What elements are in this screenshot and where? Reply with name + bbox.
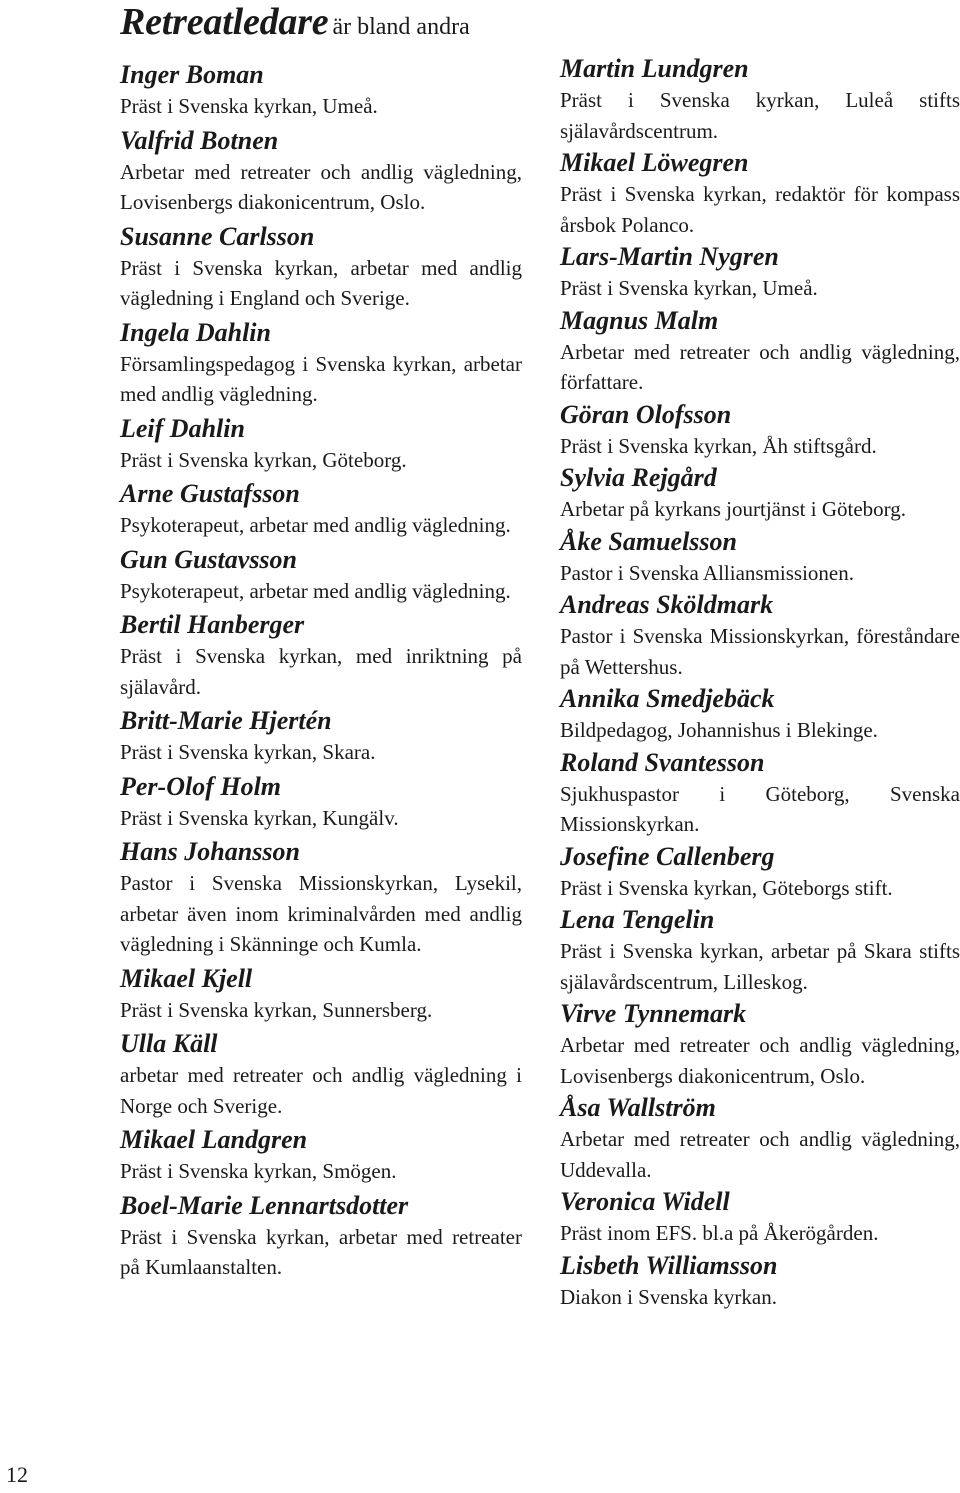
- person-name: Mikael Löwegren: [560, 148, 749, 177]
- list-item: [560, 903, 960, 997]
- page-heading: [120, 0, 470, 44]
- person-description: Präst i Svenska kyrkan, Sunnersberg.: [120, 997, 433, 1022]
- person-name: Åsa Wallström: [560, 1093, 716, 1122]
- person-name: Boel-Marie Lennartsdotter: [120, 1190, 409, 1220]
- list-item: [120, 543, 522, 607]
- list-item: [560, 682, 960, 746]
- person-name: Gun Gustavsson: [120, 544, 298, 574]
- list-item: [560, 461, 960, 525]
- person-description: Präst i Svenska kyrkan, Luleå stifts själavårdscentrum.: [560, 88, 960, 143]
- person-name: Susanne Carlsson: [120, 221, 315, 251]
- person-name: Hans Johansson: [120, 837, 300, 866]
- person-description: Präst i Svenska kyrkan, Åh stiftsgård.: [560, 433, 877, 458]
- list-item: [120, 124, 522, 218]
- person-description: Präst i Svenska kyrkan, arbetar på Skara stifts själavårdscentrum, Lilleskog.: [560, 939, 960, 994]
- person-description: Präst i Svenska kyrkan, arbetar med retreater på Kumlaanstalten.: [120, 1224, 522, 1279]
- person-name: Lena Tengelin: [560, 905, 715, 934]
- person-description: Arbetar på kyrkans jourtjänst i Göteborg.: [560, 497, 907, 521]
- person-name: Inger Boman: [120, 60, 264, 89]
- person-name: Magnus Malm: [560, 305, 719, 335]
- list-item: [120, 704, 522, 768]
- list-item: [120, 412, 522, 476]
- list-item: [560, 398, 960, 462]
- list-item: [560, 1249, 960, 1313]
- person-description: Arbetar med retreater och andlig vägledning, Uddevalla.: [560, 1127, 960, 1182]
- person-name: Lisbeth Williamsson: [560, 1250, 778, 1280]
- person-name: Veronica Widell: [560, 1187, 730, 1216]
- person-name: Göran Olofsson: [560, 399, 732, 429]
- list-item: [120, 316, 522, 410]
- person-description: Präst i Svenska kyrkan, Smögen.: [120, 1159, 397, 1183]
- person-description: Präst i Svenska kyrkan, Kungälv.: [120, 805, 399, 830]
- person-name: Leif Dahlin: [120, 413, 245, 443]
- person-description: Arbetar med retreater och andlig vägledning, Lovisenbergs diakonicentrum, Oslo.: [120, 159, 522, 214]
- list-item: [120, 58, 522, 122]
- heading-title: Retreatledare: [120, 1, 329, 43]
- person-description: Präst i Svenska kyrkan, Göteborgs stift.: [560, 875, 893, 900]
- list-item: [560, 240, 960, 304]
- person-name: Ulla Käll: [120, 1029, 218, 1058]
- person-description: Församlingspedagog i Svenska kyrkan, arbetar med andlig vägledning.: [120, 351, 522, 406]
- right-column: [560, 52, 960, 1312]
- list-item: [560, 525, 960, 589]
- list-item: [120, 1027, 522, 1121]
- left-column: [120, 58, 522, 1285]
- person-description: Präst inom EFS. bl.a på Åkerögården.: [560, 1221, 879, 1245]
- list-item: [120, 477, 522, 541]
- list-item: [560, 146, 960, 240]
- person-name: Bertil Hanberger: [120, 610, 305, 639]
- person-name: Ingela Dahlin: [120, 317, 271, 347]
- person-description: Arbetar med retreater och andlig vägledning, Lovisenbergs diakonicentrum, Oslo.: [560, 1033, 960, 1088]
- person-description: Pastor i Svenska Alliansmissionen.: [560, 560, 854, 585]
- list-item: [560, 1091, 960, 1185]
- person-description: Bildpedagog, Johannishus i Blekinge.: [560, 718, 878, 742]
- list-item: [560, 746, 960, 840]
- person-description: Sjukhuspastor i Göteborg, Svenska Missionskyrkan.: [560, 781, 960, 836]
- person-description: Pastor i Svenska Missionskyrkan, Lysekil, arbetar även inom kriminalvården med andlig vägledning i Skänninge och Kumla.: [120, 871, 522, 956]
- person-description: Präst i Svenska kyrkan, Umeå.: [120, 94, 378, 118]
- list-item: [120, 608, 522, 702]
- person-description: Psykoterapeut, arbetar med andlig vägledning.: [120, 513, 511, 537]
- list-item: [120, 962, 522, 1026]
- list-item: [560, 304, 960, 398]
- person-name: Åke Samuelsson: [560, 526, 737, 556]
- list-item: [120, 220, 522, 314]
- list-item: [560, 840, 960, 904]
- person-description: Präst i Svenska kyrkan, arbetar med andlig vägledning i England och Sverige.: [120, 255, 522, 310]
- person-description: Präst i Svenska kyrkan, Umeå.: [560, 276, 818, 300]
- list-item: [120, 835, 522, 960]
- list-item: [560, 588, 960, 682]
- person-name: Lars-Martin Nygren: [560, 242, 779, 271]
- person-name: Arne Gustafsson: [120, 479, 300, 508]
- person-name: Virve Tynnemark: [560, 999, 747, 1028]
- person-name: Mikael Kjell: [120, 963, 253, 993]
- person-description: Präst i Svenska kyrkan, Skara.: [120, 740, 376, 764]
- person-name: Britt-Marie Hjertén: [120, 706, 332, 735]
- page-number: 12: [6, 1462, 28, 1487]
- person-description: Präst i Svenska kyrkan, redaktör för kompass årsbok Polanco.: [560, 182, 960, 237]
- list-item: [560, 997, 960, 1091]
- person-name: Martin Lundgren: [560, 54, 749, 83]
- person-name: Per-Olof Holm: [120, 771, 282, 801]
- person-name: Josefine Callenberg: [560, 841, 775, 871]
- heading-subtitle: är bland andra: [332, 14, 470, 40]
- person-name: Sylvia Rejgård: [560, 463, 717, 492]
- person-description: arbetar med retreater och andlig vägledning i Norge och Sverige.: [120, 1063, 522, 1118]
- list-item: [120, 1189, 522, 1283]
- person-name: Mikael Landgren: [120, 1125, 308, 1154]
- person-name: Roland Svantesson: [560, 747, 765, 777]
- list-item: [120, 1123, 522, 1187]
- person-description: Präst i Svenska kyrkan, med inriktning på själavård.: [120, 644, 522, 699]
- person-description: Pastor i Svenska Missionskyrkan, föreståndare på Wettershus.: [560, 624, 960, 679]
- person-description: Diakon i Svenska kyrkan.: [560, 1284, 777, 1309]
- person-name: Andreas Sköldmark: [560, 590, 774, 619]
- person-name: Valfrid Botnen: [120, 125, 279, 155]
- person-description: Präst i Svenska kyrkan, Göteborg.: [120, 447, 407, 472]
- person-description: Arbetar med retreater och andlig vägledning, författare.: [560, 339, 960, 394]
- person-description: Psykoterapeut, arbetar med andlig vägledning.: [120, 578, 511, 603]
- list-item: [120, 770, 522, 834]
- person-name: Annika Smedjebäck: [560, 684, 775, 713]
- list-item: [560, 52, 960, 146]
- list-item: [560, 1185, 960, 1249]
